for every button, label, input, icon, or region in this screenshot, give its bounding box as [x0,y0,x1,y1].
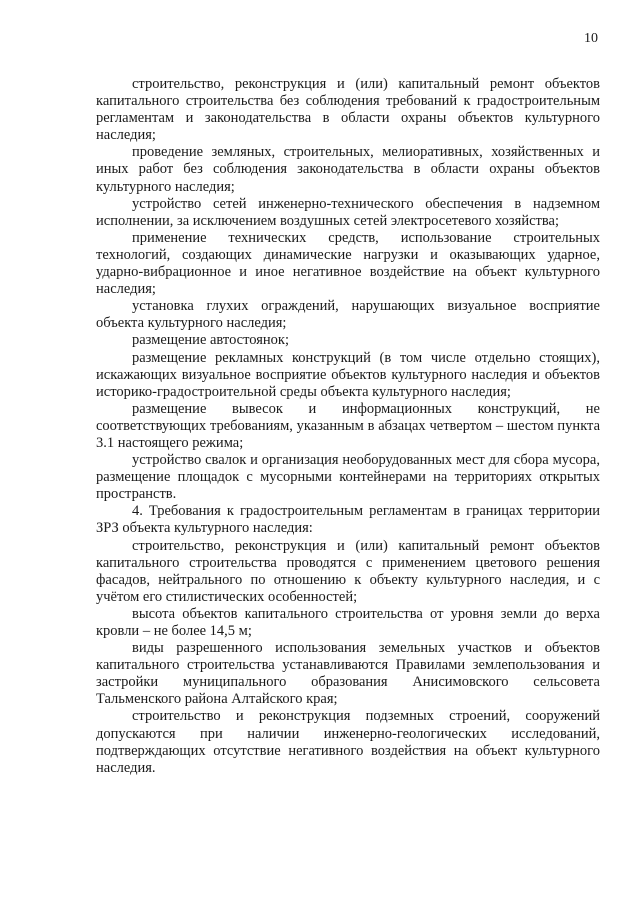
document-body [96,76,600,777]
paragraph-13: виды разрешенного использования земельных участков и объектов капитального строительства устанавливаются Правилами землепользования и застройки муниципального образования Анисимовского сельсовета Тальменского района Алтайского края; [96,640,600,708]
paragraph-1: строительство, реконструкция и (или) капитальный ремонт объектов капитального строительства без соблюдения требований к градостроительным регламентам и законодательства в области охраны объектов культурного наследия; [96,76,600,144]
paragraph-14: строительство и реконструкция подземных строений, сооружений допускаются при наличии инженерно-геологических исследований, подтверждающих отсутствие негативного воздействия на объект культурного наследия. [96,708,600,776]
paragraph-2: проведение земляных, строительных, мелиоративных, хозяйственных и иных работ без соблюдения законодательства в области охраны объектов культурного наследия; [96,144,600,195]
section-heading-4: 4. Требования к градостроительным регламентам в границах территории ЗРЗ объекта культурного наследия: [96,503,600,537]
paragraph-4: применение технических средств, использование строительных технологий, создающих динамические нагрузки и оказывающих ударное, ударно-вибрационное и иное негативное воздействие на объект культурного наследия; [96,229,600,298]
paragraph-3: устройство сетей инженерно-технического обеспечения в надземном исполнении, за исключением воздушных сетей электросетевого хозяйства; [96,195,600,229]
paragraph-9: устройство свалок и организация необорудованных мест для сбора мусора, размещение площадок с мусорными контейнерами на территориях открытых пространств. [96,452,600,503]
paragraph-6: размещение автостоянок; [132,332,289,349]
paragraph-12: высота объектов капитального строительства от уровня земли до верха кровли – не более 14,5 м; [96,605,600,639]
page-number: 10 [584,31,598,46]
paragraph-7: размещение рекламных конструкций (в том числе отдельно стоящих), искажающих визуальное восприятие объектов культурного наследия и объектов историко-градостроительной среды объекта культурного наследия; [96,349,600,400]
paragraph-5: установка глухих ограждений, нарушающих визуальное восприятие объекта культурного наследия; [96,298,600,332]
paragraph-8: размещение вывесок и информационных конструкций, не соответствующих требованиям, указанным в абзацах четвертом – шестом пункта 3.1 настоящего режима; [96,400,600,451]
paragraph-11: строительство, реконструкция и (или) капитальный ремонт объектов капитального строительства проводятся с применением цветового решения фасадов, нейтрального по отношению к объекту культурного наследия, и с учётом его стилистических особенностей; [96,537,600,605]
